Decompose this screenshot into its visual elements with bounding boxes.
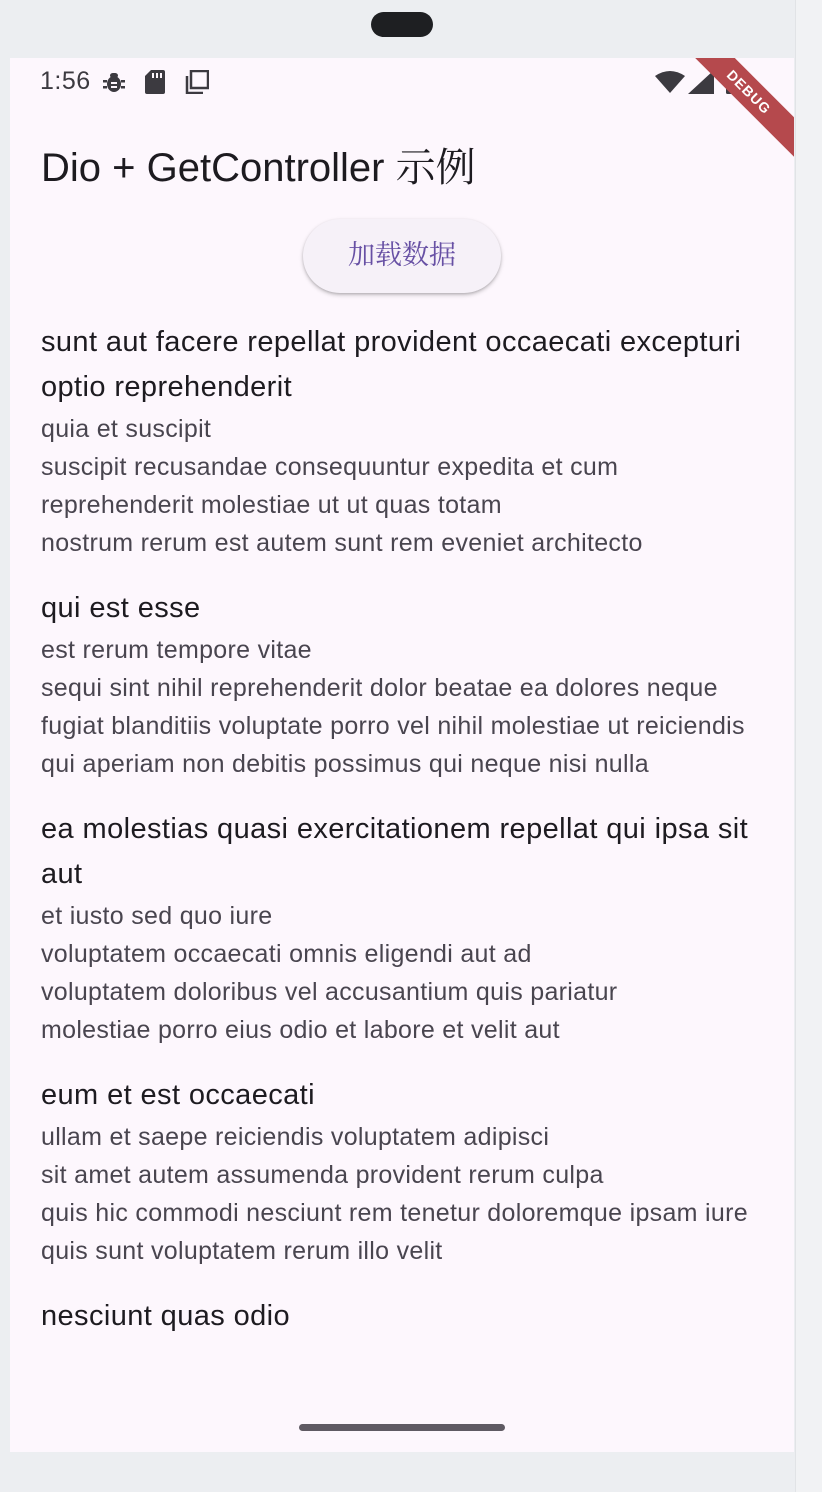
- list-item: [41, 1294, 761, 1339]
- wifi-icon: [655, 70, 685, 99]
- sd-card-icon: [145, 70, 165, 99]
- debug-banner: DEBUG: [672, 58, 794, 169]
- camera-cutout: [371, 12, 433, 37]
- post-body: ullam et saepe reiciendis voluptatem adipisci sit amet autem assumenda provident rerum culpa quis hic commodi nesciunt rem tenetur doloremque ipsam iure quis sunt voluptatem rerum illo velit: [41, 1123, 748, 1265]
- bug-icon: [103, 70, 125, 99]
- post-title: qui est esse: [41, 592, 201, 624]
- post-title: sunt aut facere repellat provident occaecati excepturi optio reprehenderit: [41, 326, 742, 403]
- post-list: [41, 320, 761, 1363]
- list-item: [41, 1073, 761, 1270]
- list-item: [41, 320, 761, 562]
- copy-icon: [185, 70, 209, 99]
- post-body: quia et suscipit suscipit recusandae consequuntur expedita et cum reprehenderit molestiae ut ut quas totam nostrum rerum est autem sunt rem eveniet architecto: [41, 415, 643, 557]
- signal-icon: [688, 70, 714, 99]
- app-screen: [10, 58, 794, 1452]
- page-title: Dio + GetController 示例: [41, 146, 476, 190]
- post-body: est rerum tempore vitae sequi sint nihil reprehenderit dolor beatae ea dolores neque fugiat blanditiis voluptate porro vel nihil molestiae ut reiciendis qui aperiam non debitis possimus qui neque nisi nulla: [41, 636, 745, 778]
- device-edge: [795, 0, 822, 1492]
- load-data-button[interactable]: 加载数据: [303, 219, 501, 293]
- post-title: ea molestias quasi exercitationem repellat qui ipsa sit aut: [41, 813, 749, 890]
- post-title: nesciunt quas odio: [41, 1300, 291, 1332]
- post-title: eum et est occaecati: [41, 1079, 315, 1111]
- status-time: 1:56: [40, 67, 91, 95]
- list-item: [41, 807, 761, 1049]
- post-body: et iusto sed quo iure voluptatem occaecati omnis eligendi aut ad voluptatem doloribus vel accusantium quis pariatur molestiae porro eius odio et labore et velit aut: [41, 902, 618, 1044]
- home-indicator[interactable]: [299, 1424, 505, 1431]
- status-bar: [10, 58, 794, 118]
- list-item: [41, 586, 761, 783]
